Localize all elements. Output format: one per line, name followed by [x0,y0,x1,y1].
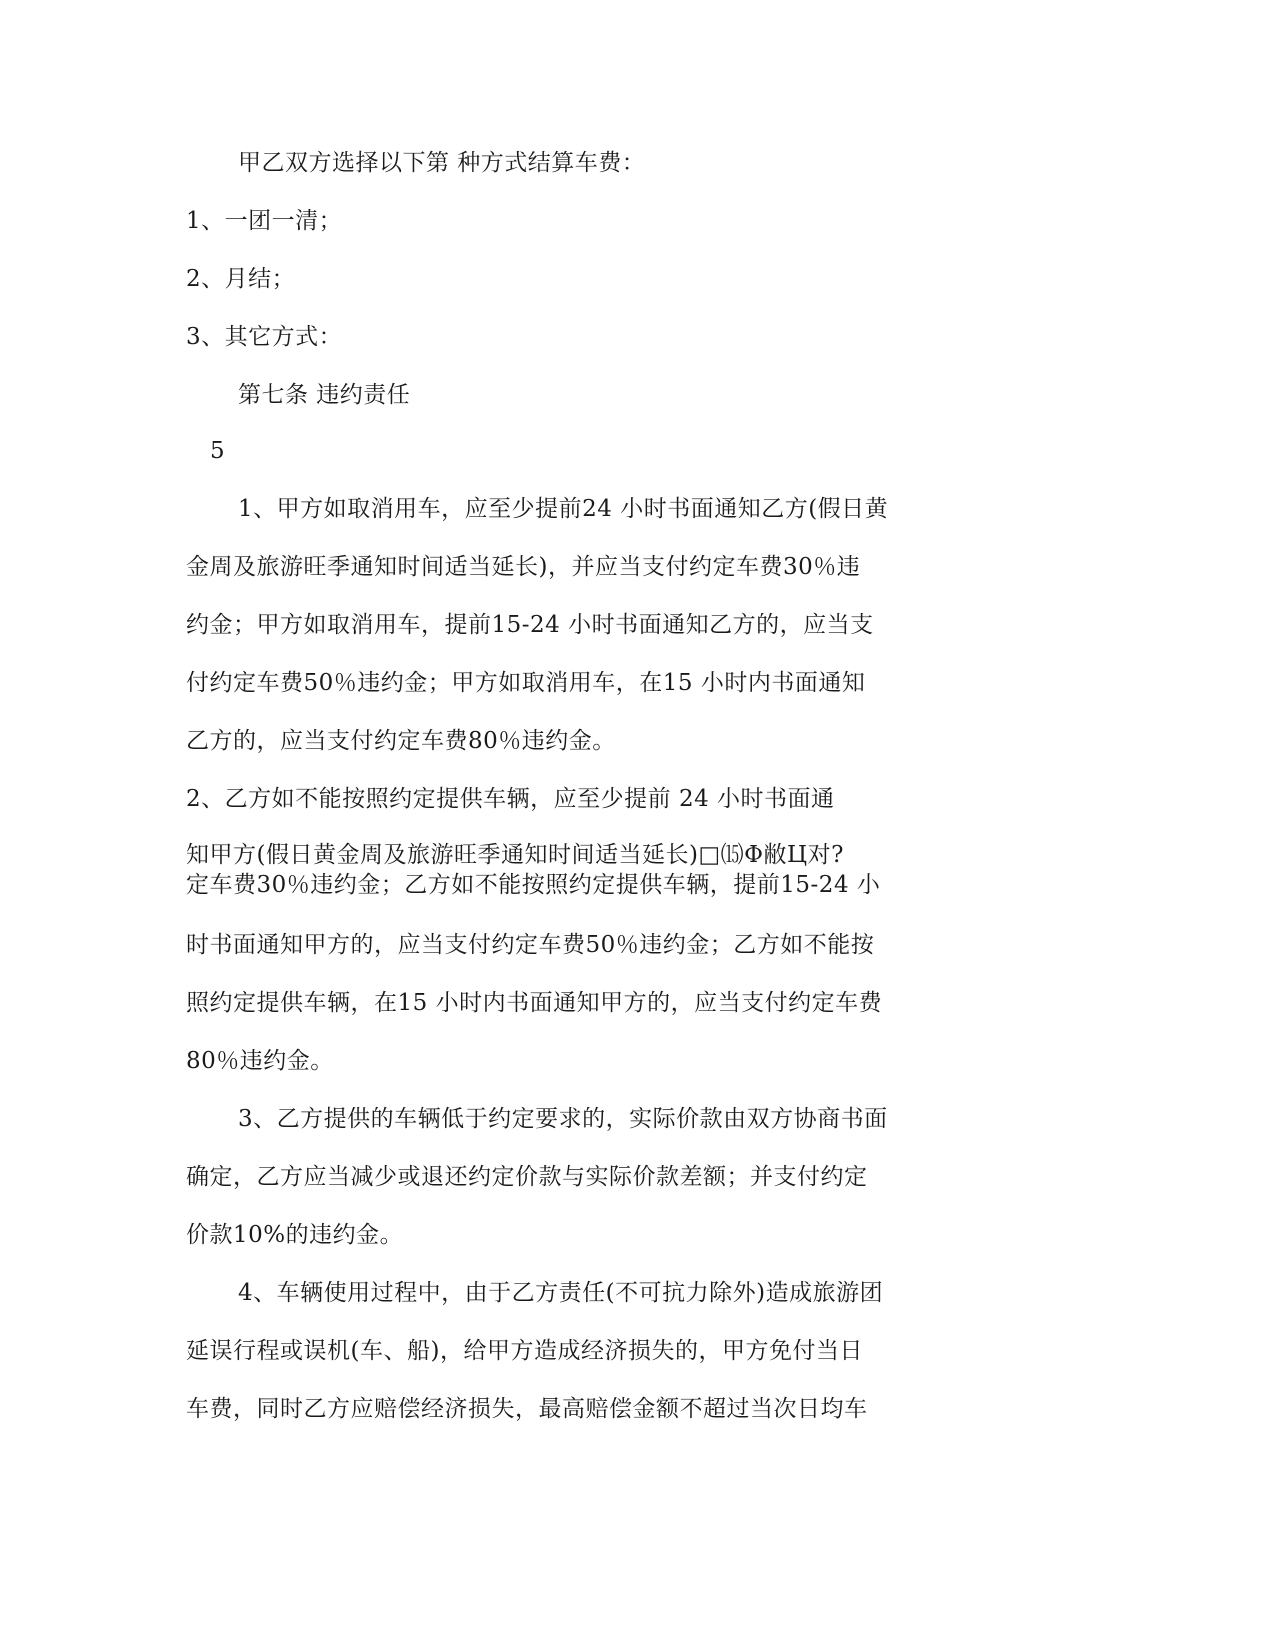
settlement-option-3: 3、其它方式： [186,324,343,350]
clause-1-line-3: 约金；甲方如取消用车，提前15-24 小时书面通知乙方的，应当支 [186,612,874,638]
clause-2-line-5: 照约定提供车辆，在15 小时内书面通知甲方的，应当支付约定车费 [186,990,883,1016]
settlement-intro: 甲乙双方选择以下第 种方式结算车费： [238,150,646,176]
page-number: 5 [210,438,226,464]
clause-3-line-3: 价款10%的违约金。 [186,1222,404,1248]
settlement-option-1: 1、一团一清； [186,208,343,234]
clause-4-line-2: 延误行程或误机(车、船)，给甲方造成经济损失的，甲方免付当日 [186,1338,863,1364]
clause-4-line-1: 4、车辆使用过程中，由于乙方责任(不可抗力除外)造成旅游团 [238,1280,884,1306]
clause-1-line-1: 1、甲方如取消用车，应至少提前24 小时书面通知乙方(假日黄 [238,496,889,522]
clause-2-line-6: 80％违约金。 [186,1048,334,1074]
clause-4-line-3: 车费，同时乙方应赔偿经济损失，最高赔偿金额不超过当次日均车 [186,1396,868,1422]
clause-2-line-4: 时书面通知甲方的，应当支付约定车费50％违约金；乙方如不能按 [186,932,875,958]
clause-3-line-2: 确定，乙方应当减少或退还约定价款与实际价款差额；并支付约定 [186,1164,868,1190]
settlement-option-2: 2、月结； [186,266,296,292]
clause-1-line-2: 金周及旅游旺季通知时间适当延长)，并应当支付约定车费30％违 [186,554,861,580]
clause-2-line-2: 知甲方(假日黄金周及旅游旺季通知时间适当延长)□⒂Φ敝Ц对? [186,842,844,868]
clause-1-line-4: 付约定车费50％违约金；甲方如取消用车，在15 小时内书面通知 [186,670,866,696]
clause-3-line-1: 3、乙方提供的车辆低于约定要求的，实际价款由双方协商书面 [238,1106,888,1132]
article-heading: 第七条 违约责任 [238,382,411,408]
clause-2-line-3: 定车费30％违约金；乙方如不能按照约定提供车辆，提前15-24 小 [186,872,881,898]
clause-1-line-5: 乙方的，应当支付约定车费80％违约金。 [186,728,616,754]
clause-2-line-1: 2、乙方如不能按照约定提供车辆，应至少提前 24 小时书面通 [186,786,835,812]
